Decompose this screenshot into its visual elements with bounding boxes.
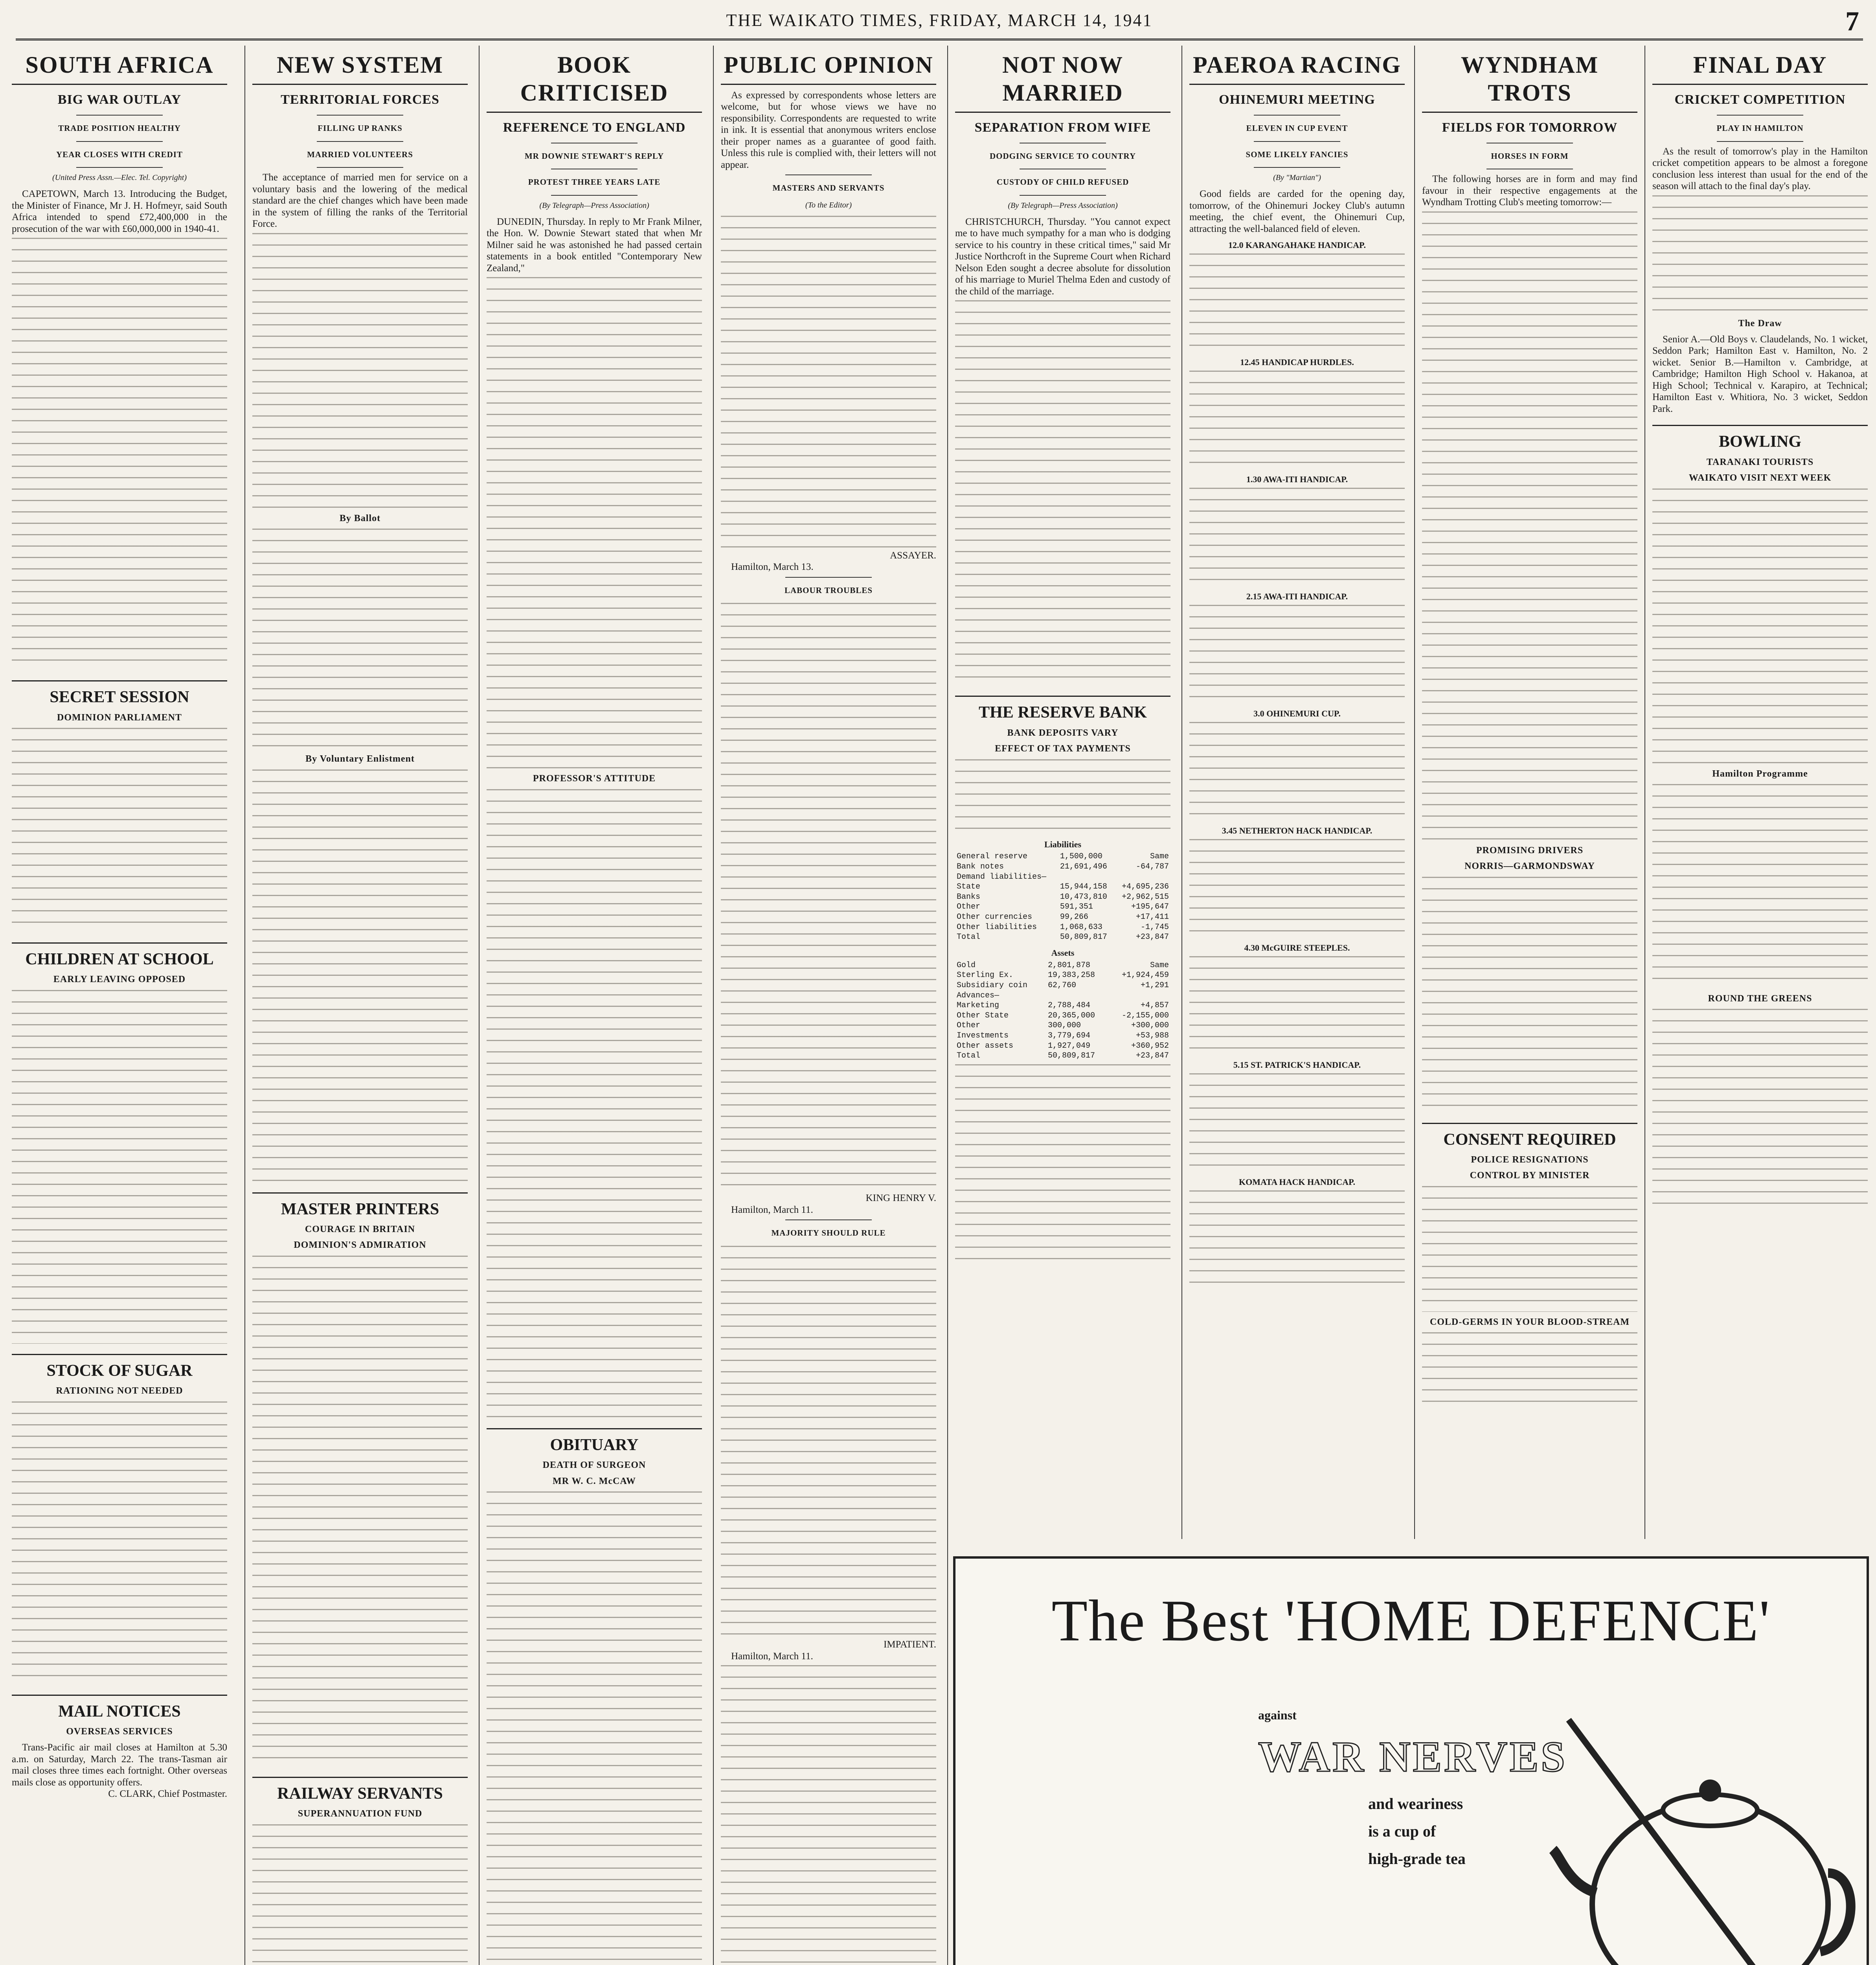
section-subhead: By Ballot [339,513,381,523]
article-body-text [1652,488,1868,764]
race-field-list [1189,253,1405,352]
table-row [955,922,1170,933]
liabilities-table [955,852,1170,942]
table-cell: +23,847 [1136,933,1169,942]
article-body-text [487,789,702,1418]
table-row [955,1031,1170,1041]
table-cell: 1,927,049 [1048,1041,1091,1050]
byline: (United Press Assn.—Elec. Tel. Copyright) [52,173,187,182]
race-heading: 12.45 HANDICAP HURDLES. [1240,357,1354,367]
table-cell: Other [957,1021,981,1030]
table-cell: Total [957,933,981,942]
table-row [955,991,1170,1001]
table-row [955,852,1170,862]
table-cell: 300,000 [1048,1021,1081,1030]
deck: WAIKATO VISIT NEXT WEEK [1689,473,1832,483]
article-body-text [955,759,1170,834]
table-title: Liabilities [1044,839,1082,849]
subheadline: SEPARATION FROM WIFE [974,120,1151,135]
article-lead: As the result of tomorrow's play in the Hamilton cricket competition appears to be almost a foregone conclusion less interest than usual for the end of the season will attach to the final day's play. [1652,146,1868,192]
headline: MAIL NOTICES [12,1695,227,1722]
ad-headline: The Best 'HOME DEFENCE' [1051,1588,1771,1653]
article-lead: Good fields are carded for the opening day, tomorrow, of the Ohinemuri Jockey Club's autumn meeting, the chief event, the Ohinemuri Cup, attracting the well-balanced field of eleven. [1189,189,1405,234]
table-row [955,932,1170,942]
table-cell: 1,500,000 [1060,852,1102,861]
bell-tea-advertisement [953,1556,1869,1965]
article-body-text [1652,784,1868,988]
subheadline: TERRITORIAL FORCES [281,92,439,107]
letter-body-text [721,603,936,1192]
letter-signature: IMPATIENT. [883,1639,936,1650]
subheadline: BIG WAR OUTLAY [57,92,182,107]
article-body-text [1422,211,1637,840]
section-subhead: ROUND THE GREENS [1708,993,1812,1004]
column-rule [1414,46,1415,1539]
article-body-text [252,769,468,1182]
deck: FILLING UP RANKS [318,123,402,133]
letter-place: Hamilton, March 11. [731,1651,813,1662]
masthead-title: THE WAIKATO TIMES, FRIDAY, MARCH 14, 1941 [726,11,1153,30]
table-cell [1058,872,1115,882]
deck: PROTEST THREE YEARS LATE [528,177,661,187]
headline: MASTER PRINTERS [252,1192,468,1219]
table-cell: Sterling Ex. [957,971,1014,980]
section-subhead: PROMISING DRIVERS [1476,845,1584,856]
letter-body-text [721,1665,936,1965]
table-row [955,1021,1170,1031]
table-row [955,960,1170,971]
assets-table [955,960,1170,1061]
section-subhead: NORRIS—GARMONDSWAY [1464,861,1595,872]
table-cell: Banks [957,892,981,902]
table-cell: +4,857 [1140,1001,1169,1010]
race-field-list [1189,1190,1405,1289]
column-south-africa [8,46,231,1956]
race-field-list [1189,371,1405,469]
table-cell: 2,801,878 [1048,960,1091,970]
table-cell: Other State [957,1011,1009,1020]
headline: CHILDREN AT SCHOOL [12,942,227,970]
article-body-text [1422,1332,1637,1411]
race-heading: 5.15 ST. PATRICK'S HANDICAP. [1233,1060,1361,1070]
deck: YEAR CLOSES WITH CREDIT [56,149,183,159]
page-number: 7 [1845,6,1859,37]
deck: COURAGE IN BRITAIN [305,1224,415,1235]
deck: ELEVEN IN CUP EVENT [1246,123,1348,133]
article-body-text [252,1256,468,1767]
column-rule [1644,46,1645,1539]
table-cell: +23,847 [1136,1051,1169,1061]
deck: HORSES IN FORM [1491,151,1569,161]
article-body-text [12,238,227,670]
table-cell: Gold [957,960,976,970]
table-cell: 1,068,633 [1060,922,1102,932]
table-cell: +1,291 [1140,981,1169,990]
table-cell: +2,962,515 [1121,892,1169,902]
race-field-list [1189,1073,1405,1172]
table-row [955,882,1170,892]
table-cell: 50,809,817 [1048,1051,1095,1061]
byline: (By Telegraph—Press Association) [539,201,649,210]
letter-signature: ASSAYER. [890,550,936,561]
deck: DODGING SERVICE TO COUNTRY [989,151,1136,161]
deck: BANK DEPOSITS VARY [1007,727,1119,738]
headline: BOWLING [1652,425,1868,452]
article-body-text [955,1064,1170,1261]
article-body-text [252,1824,468,1965]
table-cell: +360,952 [1131,1041,1169,1050]
table-row [955,1011,1170,1021]
headline: RAILWAY SERVANTS [252,1777,468,1804]
table-cell: -64,787 [1136,862,1169,872]
table-cell: +17,411 [1136,913,1169,922]
bell-tea-logo [991,1952,1384,1965]
letter-body-text [721,216,936,550]
deck: PLAY IN HAMILTON [1716,123,1804,133]
table-cell [1046,991,1108,1001]
race-heading: 3.45 NETHERTON HACK HANDICAP. [1222,825,1373,836]
column-book-criticised [483,46,706,1965]
article-lead: CAPETOWN, March 13. Introducing the Budget, the Minister of Finance, Mr J. H. Hofmeyr, said South Africa intended to spend £72,400,000 in the prosecution of the war with £60,000,000 in 1940-41. [12,189,227,234]
draw-text: Senior A.—Old Boys v. Claudelands, No. 1 wicket, Seddon Park; Hamilton East v. Hamilton, No. 2 wicket. Senior B.—Hamilton v. Cambridge, at Cambridge; Hamilton High School v. Hakanoa, at High School; Technical v. Karapiro, at Technical; Hamilton East v. Whitiora, No. 3 wicket, Seddon Park. [1652,334,1868,414]
article-body-text [252,233,468,508]
table-cell: -2,155,000 [1121,1011,1169,1020]
letter-heading: LABOUR TROUBLES [784,585,873,595]
table-cell: Other currencies [957,913,1033,922]
table-row [955,1041,1170,1051]
teapot-with-bayonet-icon [1545,1708,1859,1965]
deck: DOMINION'S ADMIRATION [294,1240,426,1251]
table-cell: Advances— [957,991,1000,1000]
table-cell: Other [957,902,981,912]
table-cell: Bank notes [957,862,1004,872]
race-field-list [1189,839,1405,937]
article-body-text [487,277,702,768]
table-cell: Demand liabilities— [957,872,1047,881]
table-cell: +300,000 [1131,1021,1169,1030]
race-heading: KOMATA HACK HANDICAP. [1239,1177,1355,1187]
table-cell: Investments [957,1031,1009,1040]
headline: PAEROA RACING [1189,46,1405,85]
deck: RATIONING NOT NEEDED [56,1386,183,1396]
letter-place: Hamilton, March 13. [731,562,814,573]
headline: NOT NOW MARRIED [955,46,1170,113]
race-field-list [1189,605,1405,703]
ad-against: against [1258,1708,1297,1722]
table-cell: General reserve [957,852,1028,861]
ad-line: and weariness [1368,1795,1463,1813]
masthead [16,2,1863,40]
table-row [955,1051,1170,1061]
deck: EARLY LEAVING OPPOSED [53,974,186,985]
deck: DEATH OF SURGEON [542,1460,646,1471]
ad-line: high-grade tea [1368,1850,1466,1868]
table-cell [1108,991,1170,1001]
column-new-system [248,46,472,1965]
deck: MR W. C. McCAW [553,1476,636,1486]
subheadline: REFERENCE TO ENGLAND [503,120,686,135]
race-field-list [1189,956,1405,1054]
table-cell: Subsidiary coin [957,981,1028,990]
letter-signature: KING HENRY V. [865,1193,936,1204]
headline: STOCK OF SUGAR [12,1354,227,1381]
column-wyndham-trots [1418,46,1641,1539]
article-body-text [12,728,227,932]
letter-place: Hamilton, March 11. [731,1204,813,1215]
article-body-text [12,990,227,1344]
table-row [955,912,1170,922]
deck: MARRIED VOLUNTEERS [307,149,413,159]
article-body-text [487,1491,702,1963]
table-cell: Marketing [957,1001,1000,1010]
race-field-list [1189,488,1405,586]
table-row [955,892,1170,902]
column-public-opinion [717,46,940,1965]
headline: FINAL DAY [1652,46,1868,85]
headline: PUBLIC OPINION [721,46,936,85]
byline: (By Telegraph—Press Association) [1008,201,1118,210]
deck: TRADE POSITION HEALTHY [58,123,181,133]
headline: WYNDHAM TROTS [1422,46,1637,113]
deck: SUPERANNUATION FUND [298,1809,423,1819]
headline: NEW SYSTEM [252,46,468,85]
race-heading: 4.30 McGUIRE STEEPLES. [1244,942,1350,953]
table-cell: 3,779,694 [1048,1031,1091,1040]
article-body-text [1652,1009,1868,1205]
race-heading: 12.0 KARANGAHAKE HANDICAP. [1228,240,1366,250]
deck: CUSTODY OF CHILD REFUSED [996,177,1129,187]
table-title: Assets [1051,948,1075,958]
table-cell: 20,365,000 [1048,1011,1095,1020]
deck: POLICE RESIGNATIONS [1471,1155,1589,1165]
article-body-text [1652,195,1868,313]
table-cell: Total [957,1051,981,1061]
mail-notice-text: Trans-Pacific air mail closes at Hamilton at 5.30 a.m. on Saturday, March 22. The trans-Tasman air mail closes three times each fortnight. Other overseas mails close as opportunity offers. [12,1742,227,1788]
letter-heading: MAJORITY SHOULD RULE [771,1228,886,1238]
table-cell: 50,809,817 [1060,933,1107,942]
ad-war-nerves: WAR NERVES [1258,1733,1567,1781]
article-lead: CHRISTCHURCH, Thursday. "You cannot expect me to have much sympathy for a man who is dodging service to his country in these critical times," said Mr Justice Northcroft in the Supreme Court when Richard Nelson Eden sought a decree absolute for dissolution of his marriage to Muriel Thelma Eden and custody of the child of the marriage. [955,216,1170,297]
column-rule [713,46,714,1965]
section-subhead: Hamilton Programme [1712,768,1808,779]
article-lead: The following horses are in form and may find favour in their respective engagements at the Wyndham Trotting Club's meeting tomorrow:— [1422,174,1637,208]
table-cell: 10,473,810 [1060,892,1107,902]
article-lead: The acceptance of married men for service on a voluntary basis and the lowering of the medical standard are the chief changes which have been made in the system of filling the ranks of the Territorial Force. [252,172,468,230]
column-rule [479,46,480,1965]
subheadline: FIELDS FOR TOMORROW [1442,120,1618,135]
section-subhead: The Draw [1738,318,1782,329]
column-rule [1181,46,1182,1539]
deck: EFFECT OF TAX PAYMENTS [995,744,1131,754]
article-body-text [1422,877,1637,1113]
column-final-day [1648,46,1872,1539]
table-cell: 591,351 [1060,902,1093,912]
article-body-text [955,300,1170,685]
letter-heading: MASTERS AND SERVANTS [772,183,885,193]
table-cell: 62,760 [1048,981,1077,990]
byline: (By "Martian") [1273,173,1321,182]
headline: OBITUARY [487,1428,702,1455]
column-rule [244,46,245,1965]
table-row [955,981,1170,991]
section-subhead: PROFESSOR'S ATTITUDE [533,773,656,784]
article-body-text [1422,1186,1637,1312]
column-rule [947,46,948,1965]
column-not-now-married [951,46,1174,1539]
article-body-text [12,1401,227,1684]
headline: BOOK CRITICISED [487,46,702,113]
race-heading: 3.0 OHINEMURI CUP. [1253,708,1341,718]
deck: CONTROL BY MINISTER [1470,1170,1590,1181]
table-row [955,902,1170,912]
headline: CONSENT REQUIRED [1422,1123,1637,1150]
subheadline: OHINEMURI MEETING [1219,92,1375,107]
deck: OVERSEAS SERVICES [66,1726,173,1737]
letter-to-editor: (To the Editor) [805,201,852,210]
table-cell: 99,266 [1060,913,1088,922]
table-row [955,862,1170,872]
subheadline: CRICKET COMPETITION [1674,92,1846,107]
table-row [955,1001,1170,1011]
race-heading: 1.30 AWA-ITI HANDICAP. [1246,474,1348,484]
editorial-note: As expressed by correspondents whose letters are welcome, but for whose views we have no responsibility. Correspondents are requested to write in ink. It is essential that anonymous writers enclose their proper names as a guarantee of good faith. Unless this rule is complied with, their letters will not appear. [721,90,936,170]
section-subhead: COLD-GERMS IN YOUR BLOOD-STREAM [1430,1317,1630,1327]
headline: SOUTH AFRICA [12,46,227,85]
table-cell [1114,872,1170,882]
table-cell: State [957,882,981,892]
table-cell: 15,944,158 [1060,882,1107,892]
deck: TARANAKI TOURISTS [1706,457,1814,468]
column-paeroa-racing [1185,46,1409,1539]
table-row [955,970,1170,981]
mail-notice-signature: C. CLARK, Chief Postmaster. [108,1789,227,1800]
article-lead: DUNEDIN, Thursday. In reply to Mr Frank Milner, the Hon. W. Downie Stewart stated that when Mr Milner said he was astonished he had passed certain statements in a book entitled "Contemporary New Zealand," [487,216,702,274]
headline: SECRET SESSION [12,680,227,707]
table-cell: +1,924,459 [1121,971,1169,980]
deck: DOMINION PARLIAMENT [57,712,182,723]
table-cell: 2,788,484 [1048,1001,1091,1010]
race-field-list [1189,722,1405,820]
table-cell: 21,691,496 [1060,862,1107,872]
deck: MR DOWNIE STEWART'S REPLY [524,151,664,161]
table-cell: +53,988 [1136,1031,1169,1040]
table-cell: -1,745 [1140,922,1169,932]
table-cell: 19,383,258 [1048,971,1095,980]
letter-body-text [721,1246,936,1639]
deck: SOME LIKELY FANCIES [1246,149,1349,159]
ad-line: is a cup of [1368,1822,1436,1840]
table-cell: +4,695,236 [1121,882,1169,892]
section-subhead: By Voluntary Enlistment [305,754,415,764]
table-cell: Same [1150,960,1169,970]
table-cell: +195,647 [1131,902,1169,912]
article-body-text [252,529,468,749]
table-row [955,872,1170,882]
table-cell: Same [1150,852,1169,861]
race-heading: 2.15 AWA-ITI HANDICAP. [1246,591,1348,601]
table-cell: Other assets [957,1041,1014,1050]
table-cell: Other liabilities [957,922,1037,932]
headline: THE RESERVE BANK [955,696,1170,723]
